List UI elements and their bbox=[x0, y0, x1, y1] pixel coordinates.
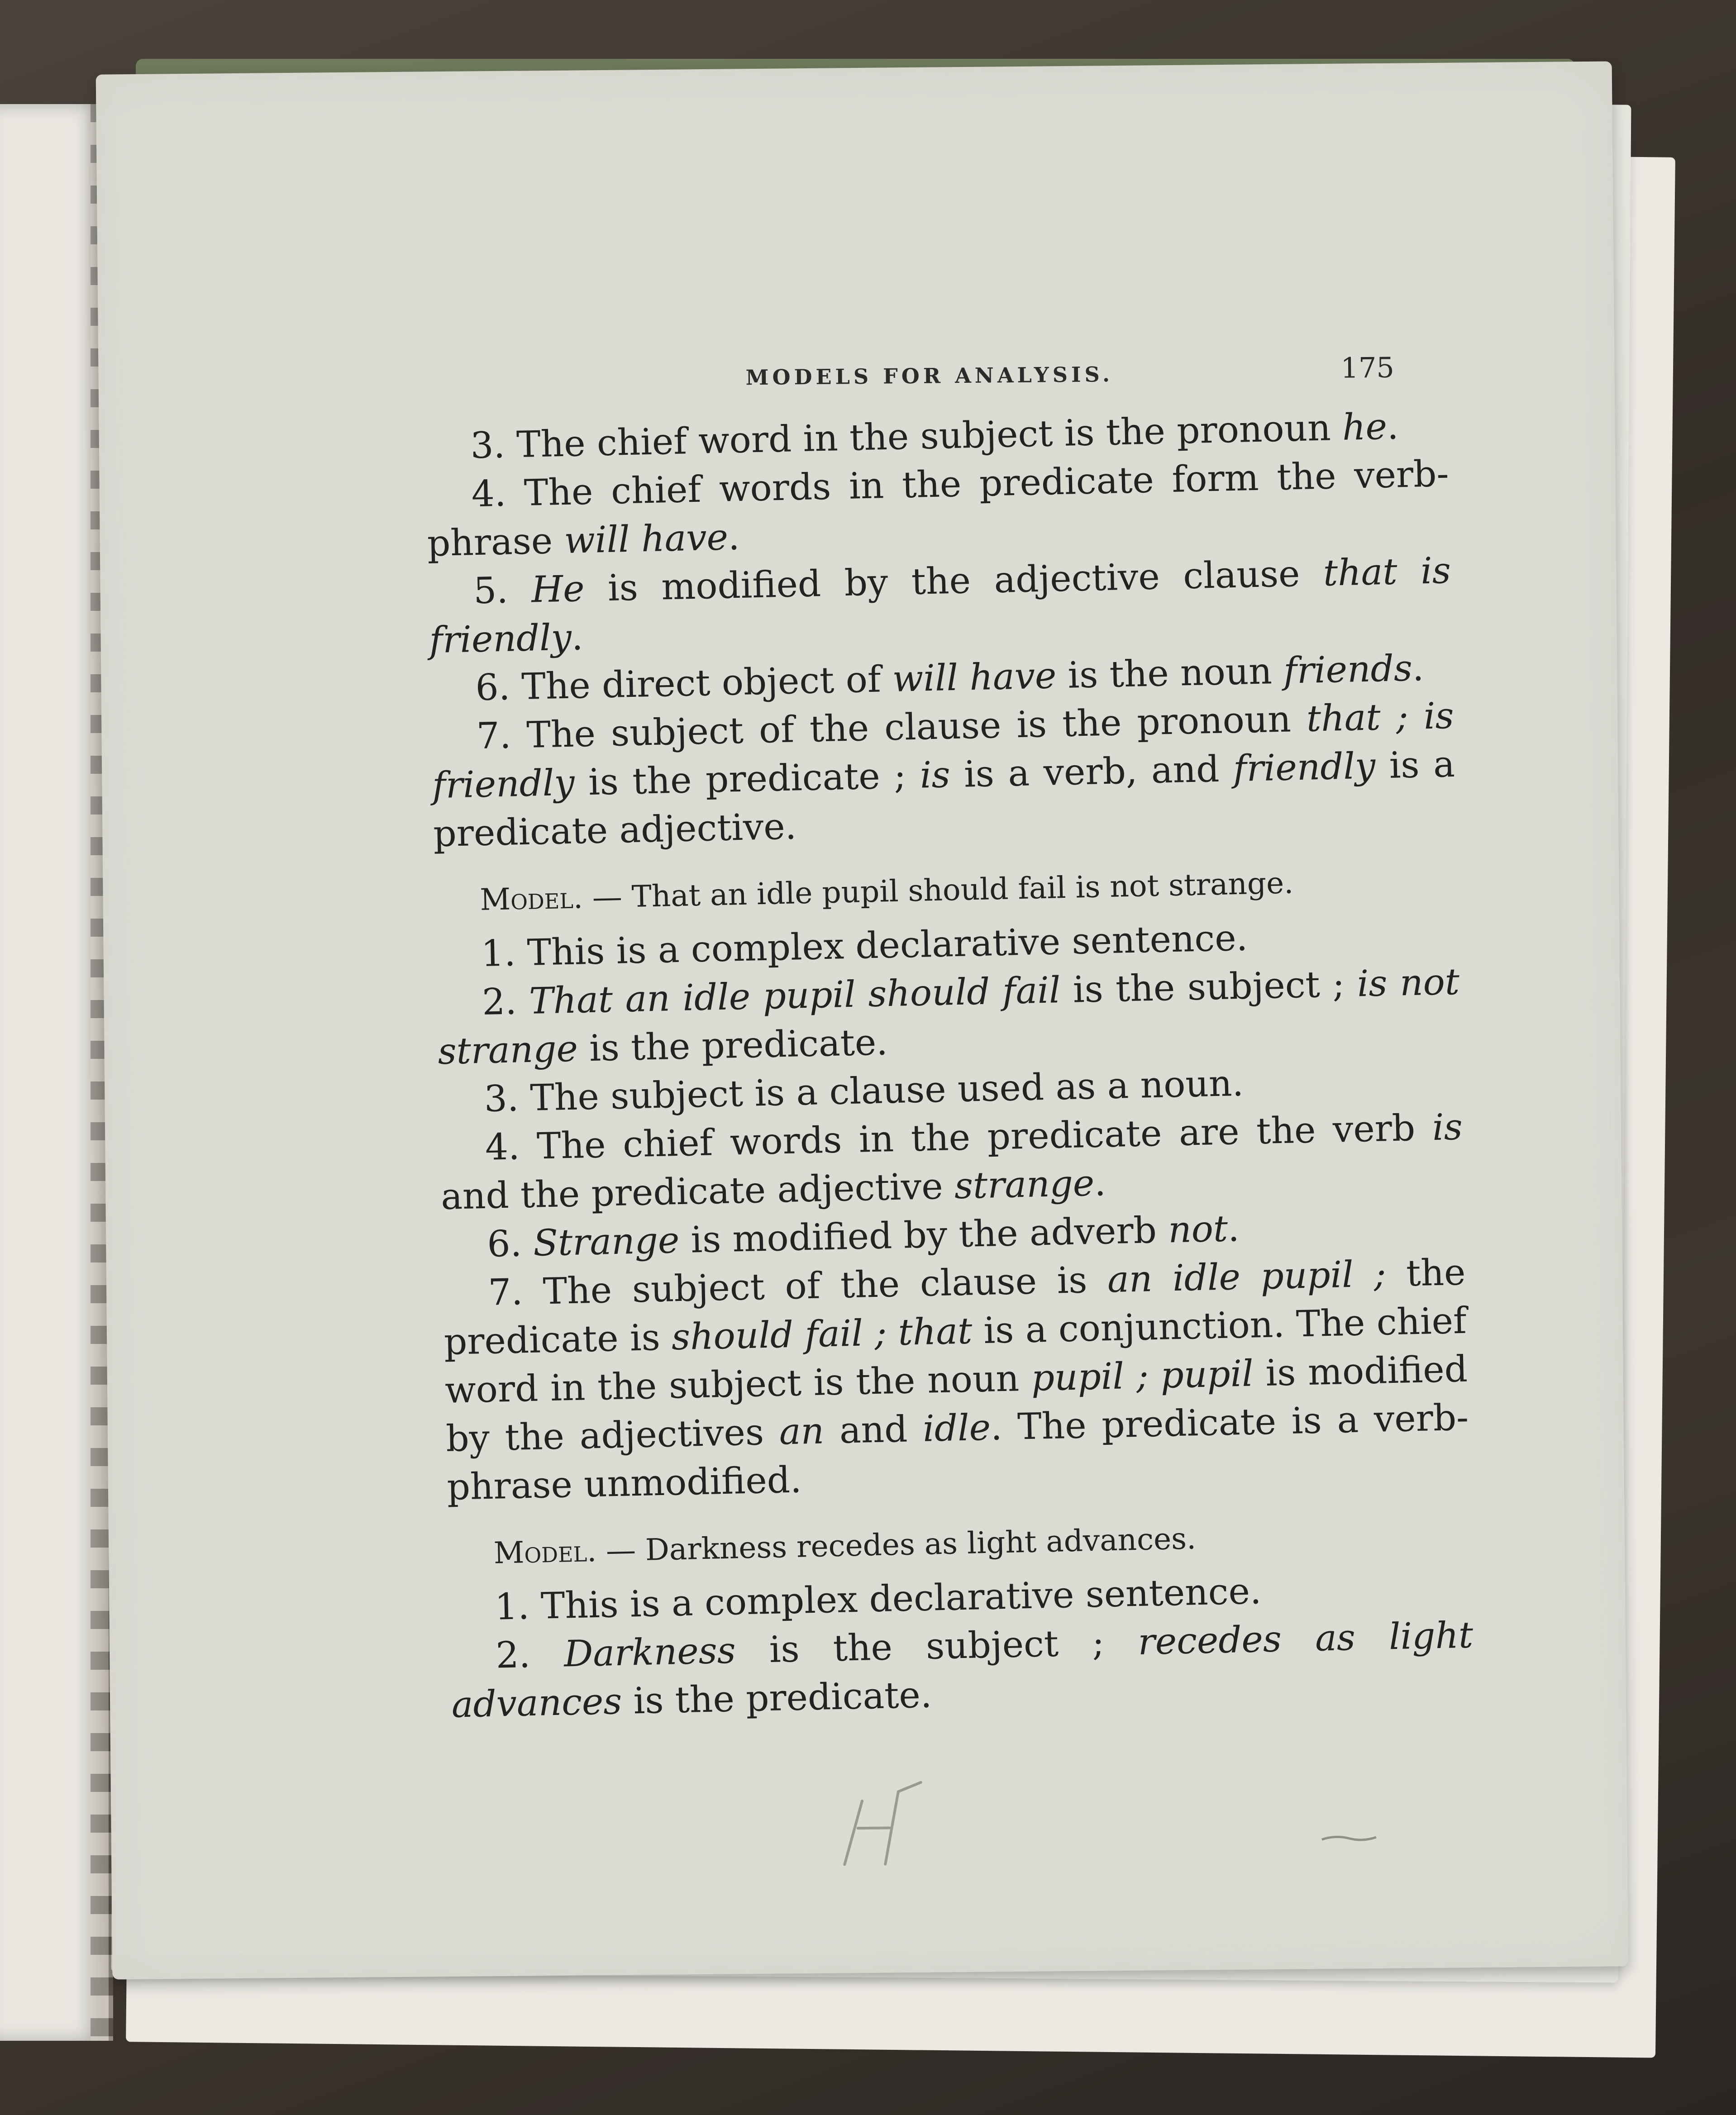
text-run: 6. The direct object of bbox=[475, 657, 893, 709]
italic-run: an bbox=[778, 1410, 825, 1453]
text-run: . bbox=[1412, 647, 1425, 689]
text-run: and the predicate adjective bbox=[440, 1165, 955, 1218]
text-run: 2. bbox=[495, 1633, 565, 1677]
pencil-mark-icon bbox=[830, 1773, 931, 1874]
text-run: 4. The chief words in the predicate are the verb bbox=[485, 1106, 1433, 1168]
page-number: 175 bbox=[1340, 351, 1395, 385]
italic-run: That an idle pupil should fail bbox=[529, 969, 1061, 1022]
text-run: . bbox=[1094, 1162, 1106, 1204]
italic-run: idle bbox=[922, 1406, 991, 1450]
italic-run: will have bbox=[892, 654, 1057, 700]
text-run: 3. The chief word in the subject is the pronoun bbox=[470, 406, 1343, 467]
italic-run: friends bbox=[1283, 647, 1413, 692]
text-run: is a predicate adjective. bbox=[433, 743, 1455, 855]
italic-run: is bbox=[1431, 1105, 1463, 1149]
page-body bbox=[424, 401, 1474, 1729]
text-run: 7. The subject of the clause is the pronoun bbox=[476, 697, 1307, 757]
text-run: and bbox=[823, 1407, 924, 1452]
model-label: Model. bbox=[493, 1533, 597, 1571]
italic-run: friendly bbox=[1232, 744, 1376, 790]
text-run: 1. This is a complex declarative sentence. bbox=[494, 1570, 1262, 1628]
paragraph bbox=[443, 1248, 1470, 1511]
text-run: 2. bbox=[482, 980, 530, 1023]
text-run: is the predicate. bbox=[577, 1021, 888, 1070]
text-run: — Darkness recedes as light advances. bbox=[596, 1521, 1197, 1568]
italic-run: an idle pupil ; bbox=[1107, 1253, 1387, 1301]
text-run: is the subject ; bbox=[735, 1620, 1139, 1672]
text-run: — That an idle pupil should fail is not strange. bbox=[582, 865, 1294, 915]
running-head: MODELS FOR ANALYSIS. bbox=[745, 362, 1114, 390]
text-run: 5. bbox=[473, 568, 532, 612]
italic-run: He bbox=[531, 567, 585, 611]
italic-run: that ; is friendly bbox=[432, 694, 1455, 807]
text-run: is modified by the adverb bbox=[679, 1209, 1169, 1261]
text-run: . The predicate is a verb-phrase unmodified. bbox=[446, 1396, 1469, 1508]
text-run: is the subject ; bbox=[1060, 962, 1358, 1011]
text-run: is the noun bbox=[1056, 649, 1284, 697]
text-run: the predicate is bbox=[444, 1251, 1466, 1363]
italic-run: not bbox=[1168, 1207, 1228, 1251]
italic-run: recedes as light advances bbox=[451, 1614, 1474, 1726]
italic-run: pupil ; pupil bbox=[1030, 1352, 1254, 1399]
model-label: Model. bbox=[479, 880, 583, 918]
text-run: . bbox=[1386, 405, 1399, 448]
text-run: 1. This is a complex declarative sentence. bbox=[481, 916, 1248, 975]
italic-run: he bbox=[1341, 405, 1388, 448]
book-page bbox=[96, 61, 1629, 1979]
text-run: 6. bbox=[486, 1222, 534, 1265]
text-run: is the predicate ; bbox=[574, 754, 920, 804]
text-run: is modified by the adjectives bbox=[445, 1348, 1468, 1460]
text-run: . bbox=[1227, 1207, 1240, 1250]
italic-run: is bbox=[919, 753, 951, 796]
italic-run: should fail ; that bbox=[671, 1310, 973, 1358]
text-run: 7. The subject of the clause is bbox=[487, 1258, 1108, 1314]
italic-run: Darkness bbox=[563, 1629, 736, 1675]
italic-run: is not strange bbox=[437, 960, 1460, 1073]
smudge-mark bbox=[1320, 1833, 1378, 1844]
text-run: is a conjunction. The chief word in the subject is the noun bbox=[444, 1299, 1467, 1411]
italic-run: Strange bbox=[533, 1219, 680, 1264]
italic-run: will have bbox=[563, 516, 729, 562]
italic-run: strange bbox=[954, 1162, 1095, 1207]
text-run: 3. The subject is a clause used as a noun. bbox=[483, 1062, 1244, 1120]
text-run: 4. The chief words in the predicate form the verb-phrase bbox=[427, 453, 1450, 565]
paragraph bbox=[431, 691, 1456, 858]
text-run: . bbox=[571, 616, 584, 658]
text-run: is the predicate. bbox=[621, 1673, 933, 1722]
italic-run: that is friendly bbox=[429, 549, 1451, 662]
text-run: is modified by the adjective clause bbox=[584, 552, 1324, 610]
text-run: is a verb, and bbox=[949, 748, 1234, 796]
text-run: . bbox=[727, 515, 740, 558]
